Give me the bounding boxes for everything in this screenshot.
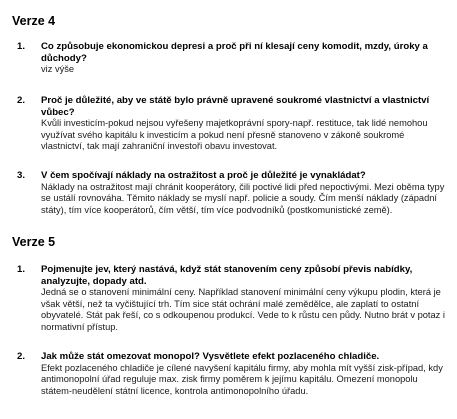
question-text: Proč je důležité, aby ve státě bylo právně upravené soukromé vlastnictví a vlastnictví vůbec? (41, 95, 430, 118)
answer-text: Efekt pozlaceného chladiče je cílené navyšení kapitálu firmy, aby mohla mít vyšší zisk-případ, kdy antimonopolní úřad reguluje max. zisk firmy poměrem k jejímu kapitálu. Omezení monopolu státem-neudělení státní licence, kontrola antimonopolního úřadu. (41, 362, 443, 396)
question-number: 1. (17, 264, 26, 275)
question-number: 2. (17, 95, 26, 106)
section-title-verze-4: Verze 4 (12, 14, 56, 28)
answer-text: Jedná se o stanovení minimální ceny. Například stanovení minimální ceny výkupu plodin, která je však větší, než ta vyčištující trh. Tím sice stát ochrání malé zemědělce, ale zaplatí to ostatní obyvatelé. Stát pak řeší, co s odkoupenou produkcí. Vede to k růstu cen půdy. Nutno brát v potaz i normativní přístup. (41, 287, 445, 332)
question-body (41, 264, 449, 333)
section-title-verze-5: Verze 5 (12, 235, 56, 249)
answer-text: Kvůli investicím-pokud nejsou vyřešeny majetkoprávní spory-např. restituce, tak lidé nemohou využívat svého kapitálu k investicím a pokud není přesně stanoveno v zákoně soukromé vlastnictví, tak mají zahraniční investoři obavu investovat. (41, 118, 428, 151)
question-number: 3. (17, 170, 26, 181)
question-text: Pojmenujte jev, který nastává, když stát stanovením ceny způsobí převis nabídky, analyzujte, dopady atd. (41, 264, 413, 287)
question-text: Jak může stát omezovat monopol? Vysvětlete efekt pozlaceného chladiče. (41, 351, 380, 362)
answer-text: Náklady na ostražitost mají chránit kooperátory, čili poctivé lidi před nepoctivými. Mezi oběma typy se ustálí rovnováha. Těmito náklady se myslí např. policie a soudy. Čím menší náklady (západní státy), tím více kooperátorů, čím větší, tím více podvodníků (postkomunistické země). (41, 181, 445, 215)
question-item (17, 351, 449, 397)
question-body (41, 351, 449, 397)
question-item (17, 95, 449, 153)
question-body (41, 170, 449, 216)
question-number: 1. (17, 41, 26, 52)
question-text: Co způsobuje ekonomickou depresi a proč při ní klesají ceny komodit, mzdy, úroky a důchody? (41, 41, 428, 64)
question-body (41, 95, 449, 153)
question-item (17, 264, 449, 333)
question-item (17, 170, 449, 216)
question-number: 2. (17, 351, 26, 362)
question-body (41, 41, 449, 76)
question-text: V čem spočívají náklady na ostražitost a proč je důležité je vynakládat? (41, 170, 366, 181)
question-item (17, 41, 449, 76)
answer-text: viz výše (41, 64, 75, 74)
